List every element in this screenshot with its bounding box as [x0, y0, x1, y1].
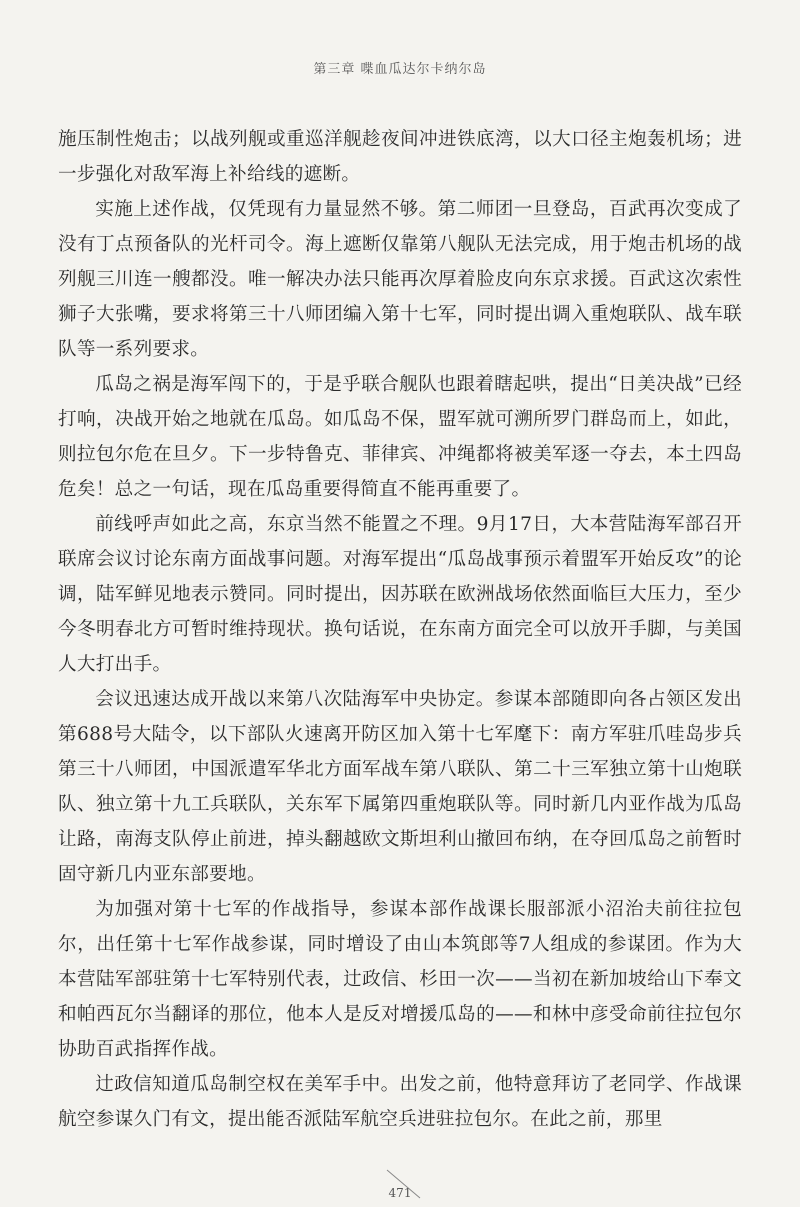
paragraph-1: 施压制性炮击；以战列舰或重巡洋舰趁夜间冲进铁底湾，以大口径主炮轰机场；进一步强化对敌军海上补给线的遮断。	[58, 129, 742, 185]
paragraph-3: 瓜岛之祸是海军闯下的，于是乎联合舰队也跟着瞎起哄，提出“日美决战”已经打响，决战开始之地就在瓜岛。如瓜岛不保，盟军就可溯所罗门群岛而上，如此，则拉包尔危在旦夕。下一步特鲁克、菲律宾、冲绳都将被美军逐一夺去，本土四岛危矣！总之一句话，现在瓜岛重要得简直不能再重要了。	[58, 374, 742, 500]
paragraph-6: 为加强对第十七军的作战指导，参谋本部作战课长服部派小沼治夫前往拉包尔，出任第十七军作战参谋，同时增设了由山本筑郎等7人组成的参谋团。作为大本营陆军部驻第十七军特别代表，辻政信、杉田一次——当初在新加坡给山下奉文和帕西瓦尔当翻译的那位，他本人是反对增援瓜岛的——和林中彦受命前往拉包尔协助百武指挥作战。	[58, 899, 742, 1060]
paragraph-5: 会议迅速达成开战以来第八次陆海军中央协定。参谋本部随即向各占领区发出第688号大陆令，以下部队火速离开防区加入第十七军麾下：南方军驻爪哇岛步兵第三十八师团，中国派遣军华北方面军战车第八联队、第二十三军独立第十山炮联队、独立第十九工兵联队，关东军下属第四重炮联队等。同时新几内亚作战为瓜岛让路，南海支队停止前进，掉头翻越欧文斯坦利山撤回布纳，在夺回瓜岛之前暂时固守新几内亚东部要地。	[58, 689, 742, 885]
paragraph-4: 前线呼声如此之高，东京当然不能置之不理。9月17日，大本营陆海军部召开联席会议讨论东南方面战事问题。对海军提出“瓜岛战事预示着盟军开始反攻”的论调，陆军鲜见地表示赞同。同时提出，因苏联在欧洲战场依然面临巨大压力，至少今冬明春北方可暂时维持现状。换句话说，在东南方面完全可以放开手脚，与美国人大打出手。	[58, 514, 742, 675]
running-head: 第三章 喋血瓜达尔卡纳尔岛	[313, 62, 487, 77]
paragraph-7: 辻政信知道瓜岛制空权在美军手中。出发之前，他特意拜访了老同学、作战课航空参谋久门有文，提出能否派陆军航空兵进驻拉包尔。在此之前，那里	[58, 1074, 742, 1130]
page-number: 471	[388, 1186, 412, 1200]
paragraph-2: 实施上述作战，仅凭现有力量显然不够。第二师团一旦登岛，百武再次变成了没有丁点预备队的光杆司令。海上遮断仅靠第八舰队无法完成，用于炮击机场的战列舰三川连一艘都没。唯一解决办法只能再次厚着脸皮向东京求援。百武这次索性狮子大张嘴，要求将第三十八师团编入第十七军，同时提出调入重炮联队、战车联队等一系列要求。	[58, 199, 742, 360]
